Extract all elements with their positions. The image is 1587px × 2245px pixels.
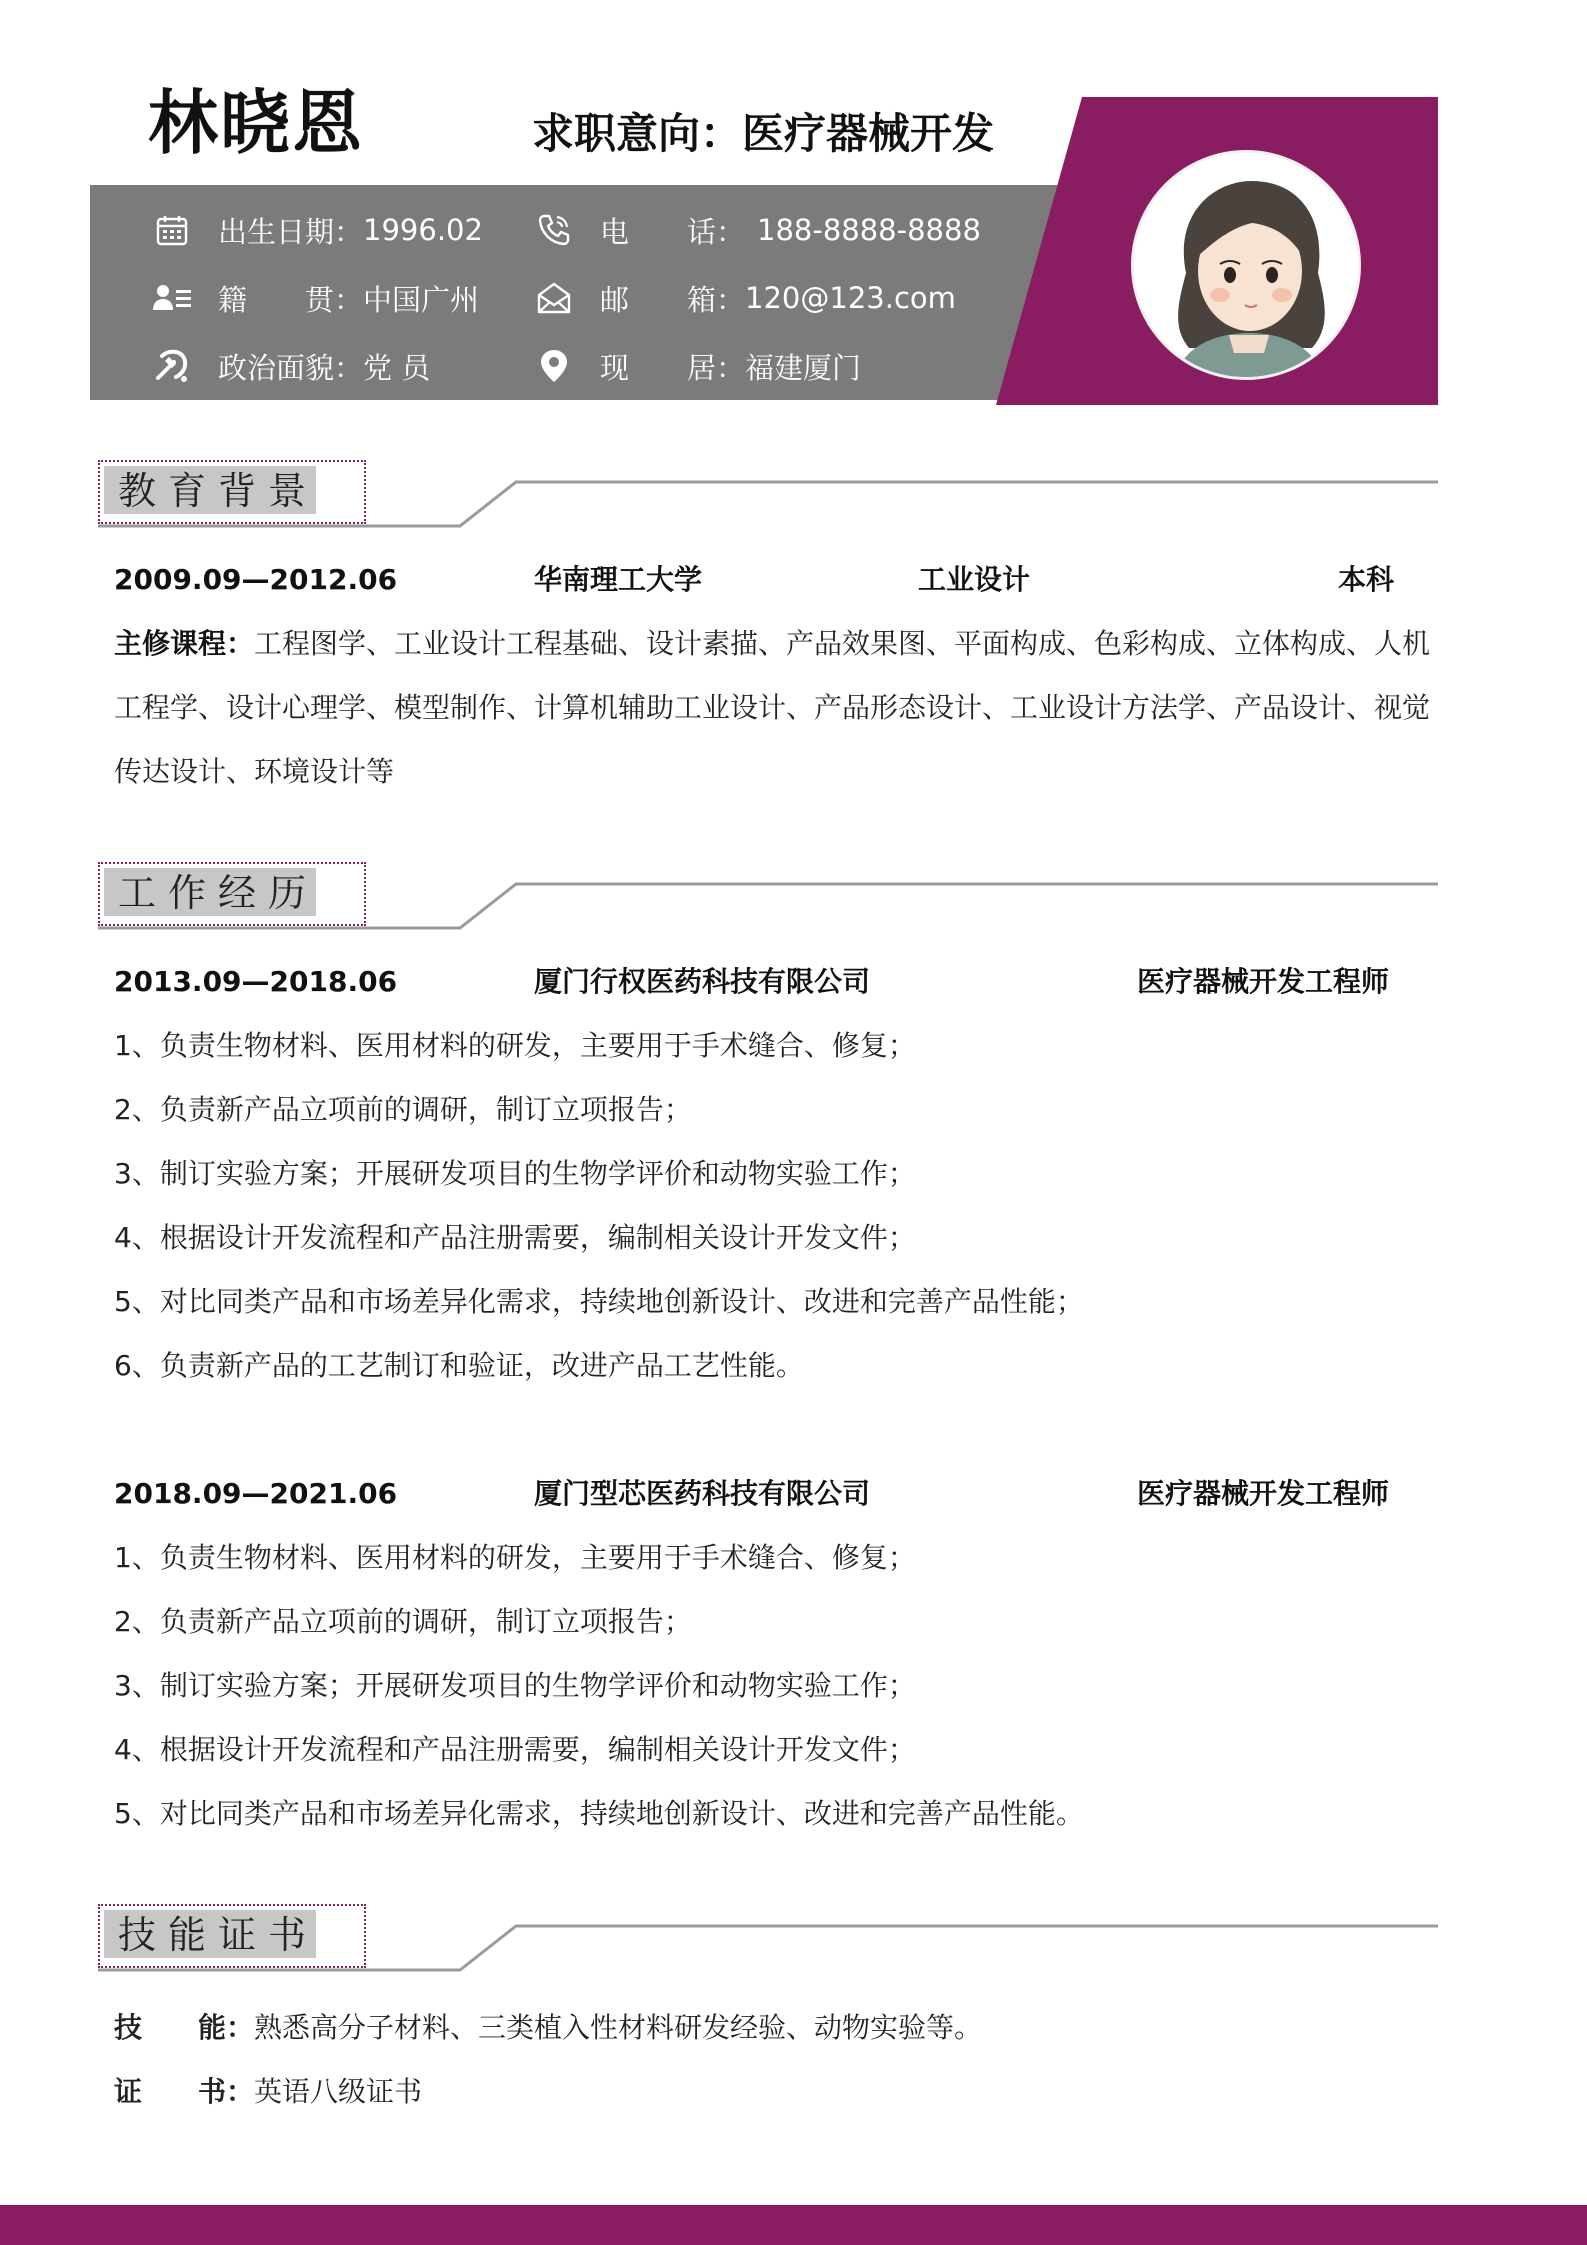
job-period: 2018.09—2021.06 — [114, 1477, 398, 1510]
section-header-work — [98, 862, 1438, 930]
job-duty: 3、制订实验方案；开展研发项目的生物学评价和动物实验工作； — [114, 1669, 916, 1702]
job-company: 厦门行权医药科技有限公司 — [534, 965, 871, 998]
info-label: 出生日期： — [218, 214, 364, 249]
job-intent-value: 医疗器械开发 — [742, 109, 995, 158]
info-value: 党 员 — [363, 350, 431, 385]
job-duty: 4、根据设计开发流程和产品注册需要，编制相关设计开发文件； — [114, 1221, 916, 1254]
party-emblem-icon — [152, 346, 192, 386]
education-major: 工业设计 — [918, 563, 1031, 596]
avatar-illustration — [1134, 153, 1361, 380]
id-card-icon — [152, 278, 192, 318]
job-duty: 5、对比同类产品和市场差异化需求，持续地创新设计、改进和完善产品性能； — [114, 1285, 1084, 1318]
section-header-education — [98, 460, 1438, 528]
info-label: 政治面貌： — [218, 350, 364, 385]
skill-value: 熟悉高分子材料、三类植入性材料研发经验、动物实验等。 — [254, 2011, 983, 2044]
job-title: 医疗器械开发工程师 — [1137, 1477, 1390, 1510]
job-intent — [532, 109, 995, 158]
section-header-skills — [98, 1904, 1438, 1972]
job-duty: 6、负责新产品的工艺制订和验证，改进产品工艺性能。 — [114, 1349, 804, 1382]
courses-text: 工程图学、工业设计工程基础、设计素描、产品效果图、平面构成、色彩构成、立体构成、人机工程学、设计心理学、模型制作、计算机辅助工业设计、产品形态设计、工业设计方法学、产品设计、视觉传达设计、环境设计等 — [114, 627, 1431, 788]
cert-label: 证 书： — [114, 2075, 255, 2108]
phone-icon — [534, 210, 574, 250]
cert-row — [114, 2072, 422, 2112]
info-phone — [534, 210, 981, 250]
info-label: 籍 贯： — [218, 282, 364, 317]
job-duty: 1、负责生物材料、医用材料的研发，主要用于手术缝合、修复； — [114, 1541, 916, 1574]
info-value: 中国广州 — [363, 282, 480, 317]
info-label: 邮 箱： — [600, 282, 746, 317]
job-title: 医疗器械开发工程师 — [1137, 965, 1390, 998]
cert-value: 英语八级证书 — [254, 2075, 423, 2108]
section-title: 技能证书 — [118, 1913, 319, 1957]
job-duty: 3、制订实验方案；开展研发项目的生物学评价和动物实验工作； — [114, 1157, 916, 1190]
job-duty: 4、根据设计开发流程和产品注册需要，编制相关设计开发文件； — [114, 1733, 916, 1766]
mail-icon — [534, 278, 574, 318]
job-duty: 2、负责新产品立项前的调研，制订立项报告； — [114, 1093, 692, 1126]
info-hometown — [152, 278, 479, 318]
resume-name: 林晓恩 — [148, 82, 364, 164]
footer-bar — [0, 2205, 1587, 2245]
info-label: 电 话： — [600, 214, 746, 249]
education-degree: 本科 — [1338, 563, 1395, 596]
location-pin-icon — [534, 346, 574, 386]
info-value: 1996.02 — [363, 213, 483, 247]
calendar-icon — [152, 210, 192, 250]
info-email — [534, 278, 956, 318]
courses-label: 主修课程： — [114, 627, 255, 660]
info-value: 120@123.com — [745, 281, 956, 315]
section-title: 教育背景 — [118, 469, 319, 513]
education-courses — [114, 612, 1454, 804]
job-company: 厦门型芯医药科技有限公司 — [534, 1477, 871, 1510]
info-value: 188-8888-8888 — [757, 213, 981, 247]
info-value: 福建厦门 — [745, 350, 862, 385]
job-duty: 2、负责新产品立项前的调研，制订立项报告； — [114, 1605, 692, 1638]
education-period: 2009.09—2012.06 — [114, 563, 398, 596]
section-title: 工作经历 — [118, 871, 319, 915]
job-duty: 1、负责生物材料、医用材料的研发，主要用于手术缝合、修复； — [114, 1029, 916, 1062]
info-political — [152, 346, 430, 386]
job-period: 2013.09—2018.06 — [114, 965, 398, 998]
info-birthdate — [152, 210, 483, 250]
info-label: 现 居： — [600, 350, 746, 385]
info-residence — [534, 346, 861, 386]
job-duty: 5、对比同类产品和市场差异化需求，持续地创新设计、改进和完善产品性能。 — [114, 1797, 1084, 1830]
job-intent-label: 求职意向： — [532, 109, 743, 158]
education-school: 华南理工大学 — [534, 563, 703, 596]
avatar — [1131, 150, 1361, 380]
skill-label: 技 能： — [114, 2011, 255, 2044]
skill-row — [114, 2008, 982, 2048]
